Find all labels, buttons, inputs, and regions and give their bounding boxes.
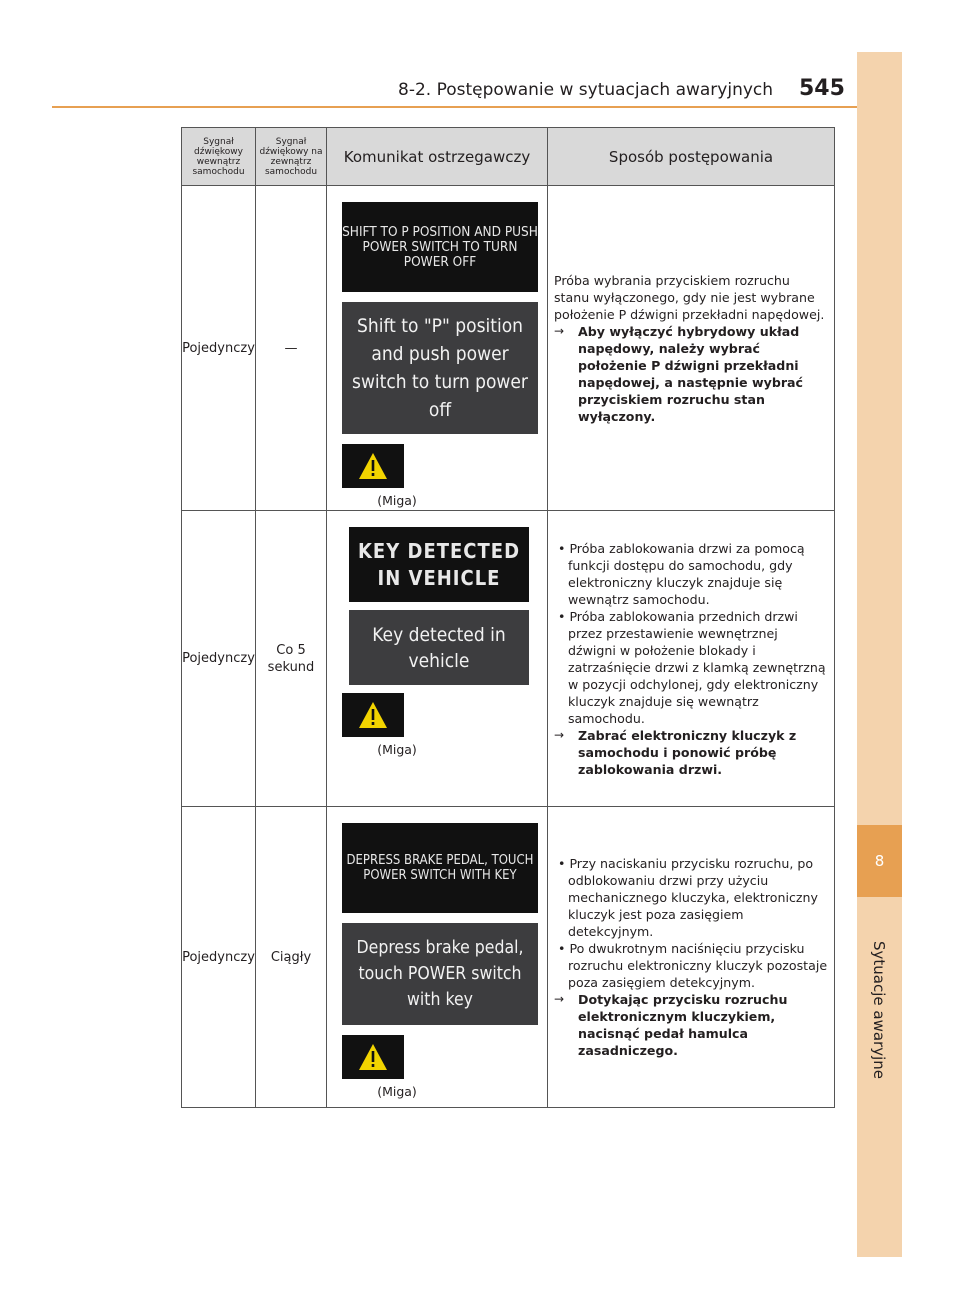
- outer-buzzer-cell: —: [256, 186, 327, 511]
- table-row: [182, 511, 835, 807]
- display-message-mixedcase: Depress brake pedal, touch POWER switch with key: [342, 923, 538, 1025]
- master-warning-indicator: [342, 1035, 404, 1079]
- procedure-cell: [548, 807, 835, 1108]
- col-header-warning-message: Komunikat ostrzegawczy: [327, 128, 548, 186]
- header-rule: [52, 106, 857, 108]
- display-message-uppercase: DEPRESS BRAKE PEDAL, TOUCH POWER SWITCH WITH KEY: [342, 823, 538, 913]
- warning-triangle-icon: [358, 701, 388, 729]
- section-title: 8-2. Postępowanie w sytuacjach awaryjnych: [398, 80, 774, 100]
- page-number: 545: [799, 76, 845, 101]
- col-header-procedure: Sposób postępowania: [548, 128, 835, 186]
- warning-message-cell: [327, 186, 548, 511]
- procedure-bullet: • Próba zablokowania przednich drzwi przez przestawienie wewnętrznej dźwigni w położenie blokady i zatrzaśnięcie drzwi z klamką zewnętrzną w pozycji odchylonej, gdy elektroniczny kluczyk znajduje się wewnątrz samochodu.: [558, 608, 826, 726]
- master-warning-indicator: [342, 693, 404, 737]
- procedure-step: [554, 323, 828, 425]
- procedure-step-text: Dotykając przycisku rozruchu elektronicznym kluczykiem, nacisnąć pedał hamulca zasadniczego.: [578, 992, 788, 1058]
- inner-buzzer-cell: Pojedynczy: [182, 511, 256, 807]
- col-header-outer-buzzer: Sygnał dźwiękowy na zewnątrz samochodu: [256, 128, 327, 186]
- table-row: [182, 186, 835, 511]
- indicator-caption: (Miga): [377, 1084, 417, 1099]
- procedure-step: [554, 991, 828, 1059]
- display-message-mixedcase: Shift to "P" position and push power switch to turn power off: [342, 302, 538, 434]
- display-message-uppercase: KEY DETECTED IN VEHICLE: [349, 527, 529, 602]
- warning-triangle-icon: [358, 1043, 388, 1071]
- outer-buzzer-cell: Ciągły: [256, 807, 327, 1108]
- chapter-title-vertical: Sytuacje awaryjne: [870, 941, 888, 1079]
- procedure-step: [554, 727, 828, 778]
- arrow-icon: →: [554, 992, 565, 1006]
- procedure-step-text: Zabrać elektroniczny kluczyk z samochodu i ponowić próbę zablokowania drzwi.: [578, 727, 797, 777]
- display-message-mixedcase: Key detected in vehicle: [349, 610, 529, 685]
- procedure-bullet: • Próba zablokowania drzwi za pomocą funkcji dostępu do samochodu, gdy elektroniczny kluczyk znajduje się wewnątrz samochodu.: [558, 540, 805, 607]
- inner-buzzer-cell: Pojedynczy: [182, 186, 256, 511]
- indicator-caption: (Miga): [377, 742, 417, 757]
- inner-buzzer-cell: Pojedynczy: [182, 807, 256, 1108]
- procedure-text: Próba wybrania przyciskiem rozruchu stanu wyłączonego, gdy nie jest wybrane położenie P dźwigni przekładni napędowej.: [554, 272, 825, 322]
- procedure-step-text: Aby wyłączyć hybrydowy układ napędowy, należy wybrać położenie P dźwigni przekładni napędowej, a następnie wybrać przyciskiem rozruchu stan wyłączony.: [578, 323, 804, 424]
- master-warning-indicator: [342, 444, 404, 488]
- arrow-icon: →: [554, 727, 565, 742]
- chapter-number-tab[interactable]: 8: [857, 825, 902, 897]
- display-message-uppercase: SHIFT TO P POSITION AND PUSH POWER SWITCH TO TURN POWER OFF: [342, 202, 538, 292]
- warning-triangle-icon: [358, 452, 388, 480]
- warning-message-cell: [327, 511, 548, 807]
- col-header-inner-buzzer: Sygnał dźwiękowy wewnątrz samochodu: [182, 128, 256, 186]
- outer-buzzer-cell: Co 5 sekund: [256, 511, 327, 807]
- arrow-icon: →: [554, 323, 565, 338]
- procedure-cell: [548, 511, 835, 807]
- procedure-cell: [548, 186, 835, 511]
- table-row: [182, 807, 835, 1108]
- procedure-bullet: • Przy naciskaniu przycisku rozruchu, po odblokowaniu drzwi przy użyciu mechanicznego kluczyka, elektroniczny kluczyk jest poza zasięgiem detekcyjnym.: [558, 856, 818, 939]
- warning-table: [181, 127, 835, 1108]
- table-header-row: [182, 128, 835, 186]
- procedure-bullet: • Po dwukrotnym naciśnięciu przycisku rozruchu elektroniczny kluczyk pozostaje poza zasięgiem detekcyjnym.: [558, 941, 828, 990]
- indicator-caption: (Miga): [377, 493, 417, 508]
- warning-message-cell: [327, 807, 548, 1108]
